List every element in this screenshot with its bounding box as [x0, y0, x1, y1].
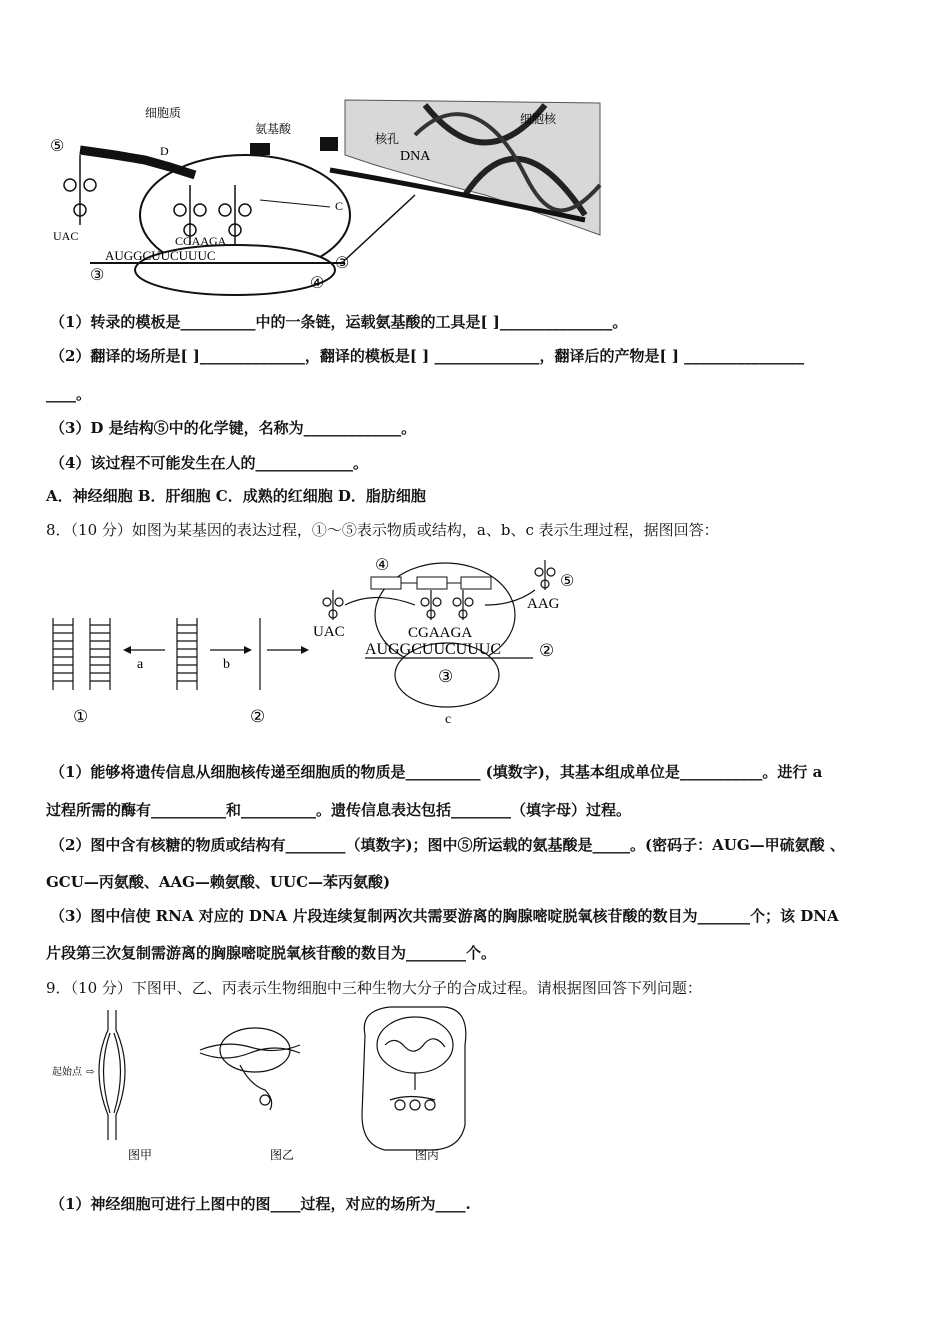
- label-d: D: [160, 144, 169, 158]
- label-mrna: AUGGCUUCUUUC: [365, 641, 502, 658]
- peptide-box-2: [417, 577, 447, 589]
- label-3: ③: [438, 667, 454, 686]
- label-4: ④: [375, 557, 390, 574]
- peptide-box-3: [461, 577, 491, 589]
- q8-part1: （1）能够将遗传信息从细胞核传递至细胞质的物质是__________ (填数字)，其基本组成单位是___________。进行 a: [50, 763, 823, 781]
- trna-in-ribosome-1: [421, 590, 441, 620]
- label-2-right: ②: [539, 641, 555, 660]
- trna-left: [64, 155, 96, 225]
- label-cytoplasm: 细胞质: [145, 106, 182, 120]
- label-amino-acid: 氨基酸: [255, 122, 292, 136]
- label-dna: DNA: [400, 149, 431, 164]
- q7-part4: （4）该过程不可能发生在人的_____________。: [50, 454, 368, 472]
- label-4: ④: [310, 275, 325, 292]
- trna-in-ribosome-2: [453, 590, 473, 620]
- q8-part3: （3）图中信使 RNA 对应的 DNA 片段连续复制两次共需要游离的胸腺嘧啶脱氧核苷酸的数目为_______个；该 DNA: [50, 907, 839, 925]
- q9-part1: （1）神经细胞可进行上图中的图____过程，对应的场所为____.: [50, 1195, 471, 1213]
- arrow-b-head: [244, 646, 252, 654]
- origin-arrow: ⇨: [86, 1067, 95, 1078]
- label-uac: UAC: [313, 624, 345, 640]
- peptide-box-1: [371, 577, 401, 589]
- label-uac: UAC: [53, 229, 79, 243]
- dna-ladder-1: [53, 618, 73, 690]
- trna-entering: [535, 560, 555, 590]
- label-aag: AAG: [527, 596, 560, 612]
- label-5: ⑤: [50, 138, 65, 155]
- label-2-left: ②: [250, 707, 266, 726]
- label-fig-yi: 图乙: [270, 1148, 295, 1162]
- arrow-to-ribosome-head: [301, 646, 309, 654]
- label-1: ①: [73, 707, 89, 726]
- q7-part3: （3）D 是结构⑤中的化学键，名称为_____________。: [50, 419, 417, 437]
- label-nucleus: 细胞核: [520, 112, 557, 126]
- macromolecule-synthesis-figures: [50, 1005, 480, 1165]
- q8-part2-cont: GCU—丙氨酸、AAG—赖氨酸、UUC—苯丙氨酸): [46, 873, 391, 891]
- label-3-right: ③: [335, 255, 350, 272]
- amino-acid-blob: [250, 143, 270, 155]
- q8-intro: 8．（10 分）如图为某基因的表达过程，①～⑤表示物质或结构，a、b、c 表示生理过程，据图回答：: [46, 521, 719, 539]
- label-fig-bing: 图丙: [415, 1148, 440, 1162]
- label-cgaaga: CGAAGA: [175, 234, 227, 248]
- q8-part3-cont: 片段第三次复制需游离的胸腺嘧啶脱氧核苷酸的数目为________个。: [46, 944, 497, 962]
- arrow-mrna-export: [345, 195, 415, 260]
- label-c: c: [445, 712, 452, 727]
- label-mrna: AUGGCUUCUUUC: [105, 248, 216, 263]
- q7-part2: （2）翻译的场所是[ ]______________，翻译的模板是[ ] ______________，翻译后的产物是[ ] ________________: [50, 347, 805, 365]
- fig-bing-cell: [362, 1007, 466, 1150]
- gene-expression-diagram: [45, 550, 605, 730]
- fig-jia-replication: [99, 1010, 125, 1140]
- translation-diagram-1: [45, 95, 605, 300]
- q8-part1-cont: 过程所需的酶有__________和__________。遗传信息表达包括________（填字母）过程。: [46, 801, 632, 819]
- label-5: ⑤: [560, 573, 575, 590]
- arrow-a-head: [123, 646, 131, 654]
- label-fig-jia: 图甲: [128, 1148, 153, 1162]
- label-origin: 起始点: [52, 1067, 82, 1078]
- label-b: b: [223, 657, 230, 672]
- label-pore: 核孔: [375, 132, 400, 146]
- pointer-c: [260, 200, 330, 207]
- dna-ladder-2: [90, 618, 110, 690]
- q7-options: A．神经细胞 B．肝细胞 C．成熟的红细胞 D．脂肪细胞: [46, 487, 426, 505]
- dna-ladder-middle: [177, 618, 197, 690]
- q9-intro: 9．（10 分）下图甲、乙、丙表示生物细胞中三种生物大分子的合成过程。请根据图回答下列问题：: [46, 979, 702, 997]
- q8-part2: （2）图中含有核糖的物质或结构有________（填数字)；图中⑤所运载的氨基酸是_____。(密码子：AUG—甲硫氨酸 、: [50, 836, 845, 854]
- label-c: C: [335, 199, 344, 213]
- arrow-trna-exit: [345, 598, 415, 606]
- label-cgaaga: CGAAGA: [408, 625, 473, 641]
- label-3-left: ③: [90, 267, 105, 284]
- trna-leaving: [323, 590, 343, 620]
- q7-part2-cont: ____。: [46, 385, 92, 403]
- amino-acid-blob: [320, 137, 338, 151]
- fig-yi-transcription: [200, 1028, 300, 1110]
- peptide-chain: [80, 150, 195, 175]
- label-a: a: [137, 657, 144, 672]
- q7-part1: （1）转录的模板是__________中的一条链，运载氨基酸的工具是[ ]_______________。: [50, 313, 628, 331]
